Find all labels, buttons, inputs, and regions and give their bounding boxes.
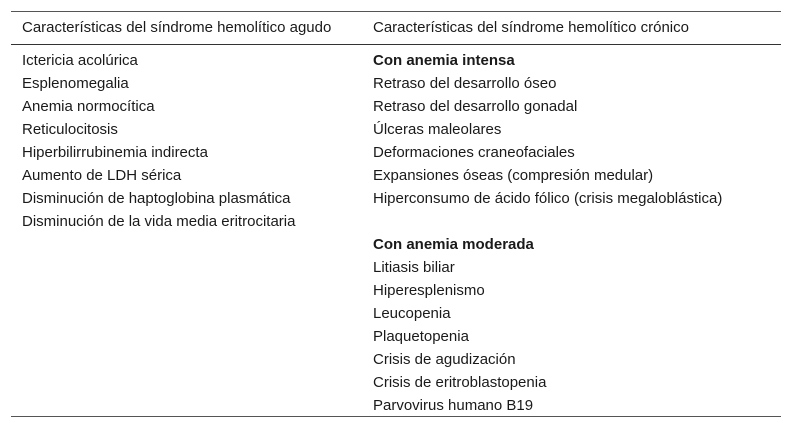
chronic-group-title-moderada: Con anemia moderada <box>373 236 534 253</box>
acute-column <box>22 49 295 233</box>
chronic-item: Crisis de agudización <box>373 351 516 368</box>
chronic-item: Litiasis biliar <box>373 259 455 276</box>
acute-item: Hiperbilirrubinemia indirecta <box>22 144 208 161</box>
acute-item: Aumento de LDH sérica <box>22 167 182 184</box>
chronic-group-title-intensa: Con anemia intensa <box>373 52 515 69</box>
chronic-item: Crisis de eritroblastopenia <box>373 374 547 391</box>
acute-item: Reticulocitosis <box>22 121 118 138</box>
chronic-item: Retraso del desarrollo gonadal <box>373 98 578 115</box>
chronic-item: Hiperconsumo de ácido fólico (crisis megaloblástica) <box>373 190 723 207</box>
chronic-item: Úlceras maleolares <box>373 121 502 138</box>
chronic-item: Deformaciones craneofaciales <box>373 144 575 161</box>
acute-item: Ictericia acolúrica <box>22 52 138 69</box>
table-header-row <box>11 12 781 45</box>
chronic-item: Retraso del desarrollo óseo <box>373 75 557 92</box>
chronic-item: Expansiones óseas (compresión medular) <box>373 167 654 184</box>
acute-item: Disminución de haptoglobina plasmática <box>22 190 291 207</box>
acute-item: Disminución de la vida media eritrocitaria <box>22 213 296 230</box>
chronic-column <box>373 49 722 417</box>
header-acute: Características del síndrome hemolítico agudo <box>22 19 332 36</box>
chronic-item: Parvovirus humano B19 <box>373 397 534 414</box>
header-chronic: Características del síndrome hemolítico crónico <box>373 19 689 36</box>
acute-item: Anemia normocítica <box>22 98 155 115</box>
group-spacer <box>373 210 722 233</box>
chronic-item: Leucopenia <box>373 305 451 322</box>
hemolytic-syndrome-table <box>11 11 781 417</box>
chronic-item: Plaquetopenia <box>373 328 469 345</box>
chronic-item: Hiperesplenismo <box>373 282 485 299</box>
acute-item: Esplenomegalia <box>22 75 129 92</box>
